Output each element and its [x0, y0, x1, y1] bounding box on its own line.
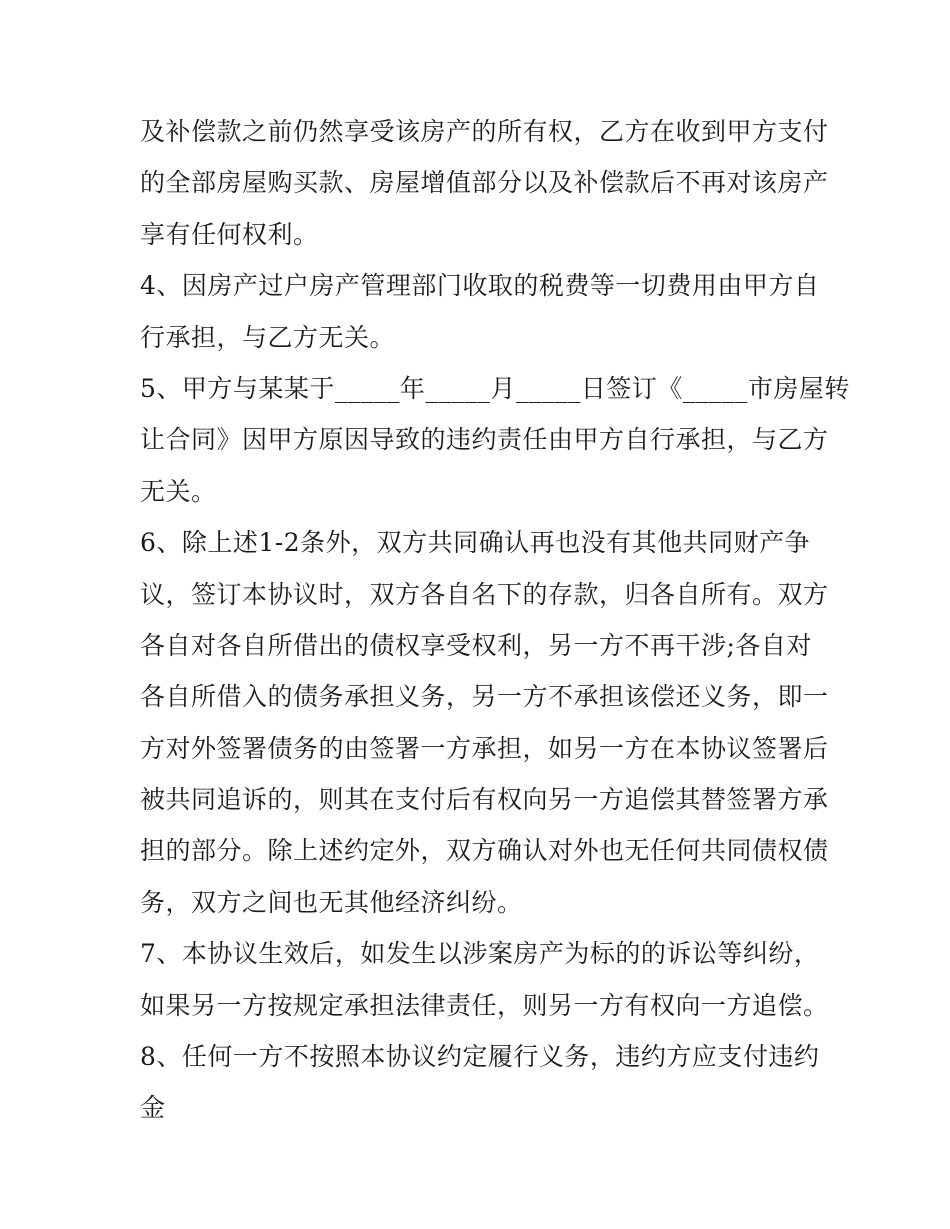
- clause-4-line: 4、因房产过户房产管理部门收取的税费等一切费用由甲方自: [140, 271, 820, 301]
- clause-5-line: 5、甲方与某某于_____年_____月_____日签订《_____市房屋转: [140, 373, 850, 403]
- text-line: 让合同》因甲方原因导致的违约责任由甲方自行承担，与乙方: [140, 425, 829, 455]
- text-line: 议，签订本协议时，双方各自名下的存款，归各自所有。双方: [140, 579, 829, 609]
- clause-6-line: 6、除上述1-2条外，双方共同确认再也没有其他共同财产争: [140, 528, 811, 558]
- text-line: 方对外签署债务的由签署一方承担，如另一方在本协议签署后: [140, 733, 829, 763]
- text-line: 担的部分。除上述约定外，双方确认对外也无任何共同债权债: [140, 836, 829, 866]
- text-line: 如果另一方按规定承担法律责任，则另一方有权向一方追偿。: [140, 990, 829, 1020]
- text-line: 无关。: [140, 476, 217, 506]
- clause-8-line: 8、任何一方不按照本协议约定履行义务，违约方应支付违约: [140, 1042, 820, 1072]
- text-line: 各自对各自所借出的债权享受权利，另一方不再干涉;各自对: [140, 630, 812, 660]
- text-line: 务，双方之间也无其他经济纠纷。: [140, 887, 523, 917]
- text-line: 金: [140, 1093, 166, 1123]
- clause-7-line: 7、本协议生效后，如发生以涉案房产为标的的诉讼等纠纷，: [140, 939, 820, 969]
- text-line: 及补偿款之前仍然享受该房产的所有权，乙方在收到甲方支付: [140, 117, 829, 146]
- text-line: 的全部房屋购买款、房屋增值部分以及补偿款后不再对该房产: [140, 168, 829, 198]
- agreement-text: [140, 106, 850, 1134]
- text-line: 行承担，与乙方无关。: [140, 322, 396, 352]
- text-line: 被共同追诉的，则其在支付后有权向另一方追偿其替签署方承: [140, 785, 829, 815]
- text-line: 享有任何权利。: [140, 219, 319, 249]
- text-line: 各自所借入的债务承担义务，另一方不承担该偿还义务，即一: [140, 682, 829, 712]
